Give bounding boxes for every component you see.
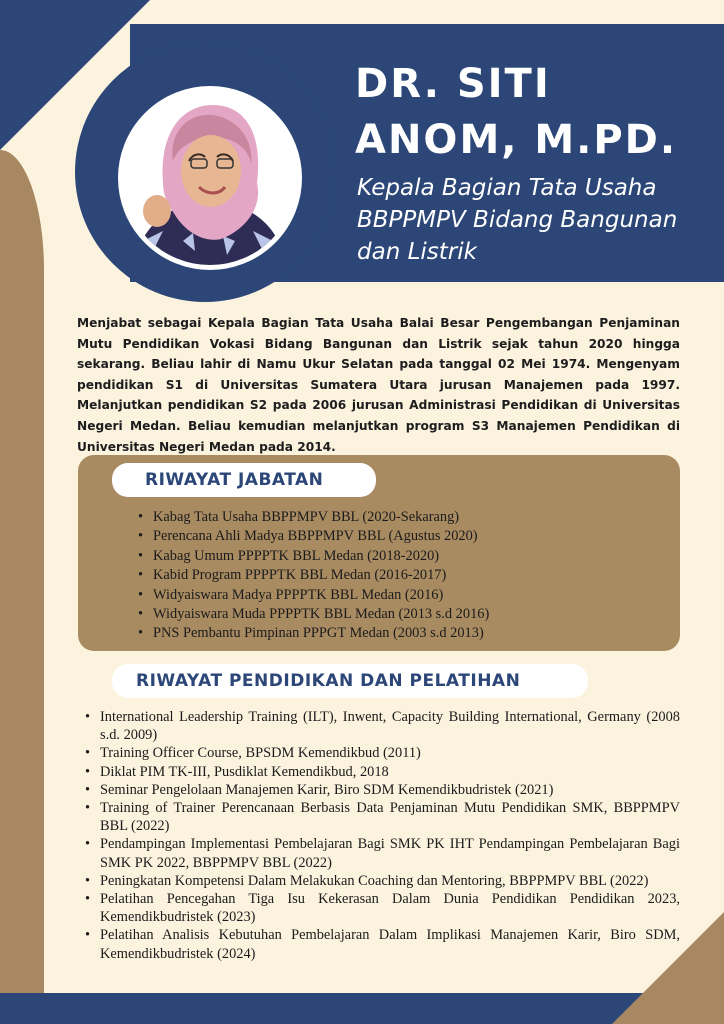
list-item [138,605,673,624]
list-item [85,781,680,799]
list-item [85,835,680,871]
list-item-text: Peningkatan Kompetensi Dalam Melakukan Coaching dan Mentoring, BBPPMPV BBL (2022) [100,872,649,889]
list-item-text: PNS Pembantu Pimpinan PPPGT Medan (2003 s.d 2013) [153,625,484,642]
bullet-icon: • [85,836,91,853]
list-item-text: Seminar Pengelolaan Manajemen Karir, Biro SDM Kemendikbudristek (2021) [100,781,554,798]
list-item [85,763,680,781]
position-line-2: BBPPMPV Bidang Bangunan [357,207,678,233]
list-item-text: Kabid Program PPPPTK BBL Medan (2016-2017) [153,567,447,584]
bullet-icon: • [85,709,91,725]
list-item-text: Training Officer Course, BPSDM Kemendikbud (2011) [100,745,421,762]
bullet-icon: • [138,528,144,545]
name-line-2: ANOM, M.PD. [355,117,678,163]
side-decoration-strip [0,150,44,1024]
bullet-icon: • [138,567,144,584]
pendidikan-list [85,708,680,963]
list-item [85,708,680,744]
biography-text: Menjabat sebagai Kepala Bagian Tata Usaha Balai Besar Pengembangan Penjaminan Mutu Pendidikan Vokasi Bidang Bangunan dan Listrik sejak tahun 2020 hingga sekarang. Beliau lahir di Namu Ukur Selatan pada tanggal 02 Mei 1974. Mengenyam pendidikan S1 di Universitas Sumatera Utara jurusan Manajemen pada 1997. Melanjutkan pendidikan S2 pada 2006 jurusan Administrasi Pendidikan di Universitas Negeri Medan. Beliau kemudian melanjutkan program S3 Manajemen Pendidikan di Universitas Negeri Medan pada 2014. [77,316,680,454]
list-item-text: International Leadership Training (ILT), Inwent, Capacity Building International, Germany (2008 s.d. 2009) [100,709,680,744]
bullet-icon: • [138,606,144,623]
bullet-icon: • [85,781,91,798]
bullet-icon: • [85,891,91,908]
list-item [85,799,680,835]
bullet-icon: • [138,509,144,525]
pendidikan-heading: RIWAYAT PENDIDIKAN DAN PELATIHAN [112,664,588,698]
list-item [138,624,673,643]
list-item [85,926,680,962]
list-item [85,744,680,762]
list-item-text: Widyaiswara Muda PPPPTK BBL Medan (2013 s.d 2016) [153,606,490,623]
list-item-text: Kabag Umum PPPPTK BBL Medan (2018-2020) [153,547,440,564]
list-item [138,527,673,546]
list-item-text: Kabag Tata Usaha BBPPMPV BBL (2020-Sekarang) [153,509,460,525]
list-item [138,566,673,585]
list-item-text: Diklat PIM TK-III, Pusdiklat Kemendikbud, 2018 [100,763,389,780]
position-line-1: Kepala Bagian Tata Usaha [357,175,657,201]
bullet-icon: • [85,800,91,817]
list-item [85,890,680,926]
list-item-text: Perencana Ahli Madya BBPPMPV BBL (Agustus 2020) [153,528,478,545]
bullet-icon: • [85,927,91,944]
bullet-icon: • [85,872,91,889]
bullet-icon: • [85,763,91,780]
jabatan-list [138,508,673,644]
name-line-1: DR. SITI [355,61,551,107]
list-item [138,547,673,566]
list-item-text: Pelatihan Analisis Kebutuhan Pembelajaran Dalam Implikasi Manajemen Karir, Biro SDM, Kemendikbudristek (2024) [100,927,680,962]
bullet-icon: • [138,547,144,564]
list-item-text: Widyaiswara Madya PPPPTK BBL Medan (2016) [153,586,444,603]
list-item [138,586,673,605]
bullet-icon: • [85,745,91,762]
portrait-illustration [123,91,297,265]
position-title [357,172,687,268]
list-item-text: Pendampingan Implementasi Pembelajaran Bagi SMK PK IHT Pendampingan Pembelajaran Bagi SMK PK 2022, BBPPMPV BBL (2022) [100,836,680,871]
bullet-icon: • [138,586,144,603]
position-line-3: dan Listrik [357,239,477,265]
list-item [85,872,680,890]
page-title [355,56,695,168]
jabatan-heading: RIWAYAT JABATAN [112,463,376,497]
bullet-icon: • [138,625,144,642]
list-item [138,508,673,527]
list-item-text: Pelatihan Pencegahan Tiga Isu Kekerasan Dalam Dunia Pendidikan Pendidikan 2023, Kemendikbudristek (2023) [100,891,680,926]
profile-photo [118,86,302,270]
list-item-text: Training of Trainer Perencanaan Berbasis Data Penjaminan Mutu Pendidikan SMK, BBPPMPV BBL (2022) [100,800,680,835]
